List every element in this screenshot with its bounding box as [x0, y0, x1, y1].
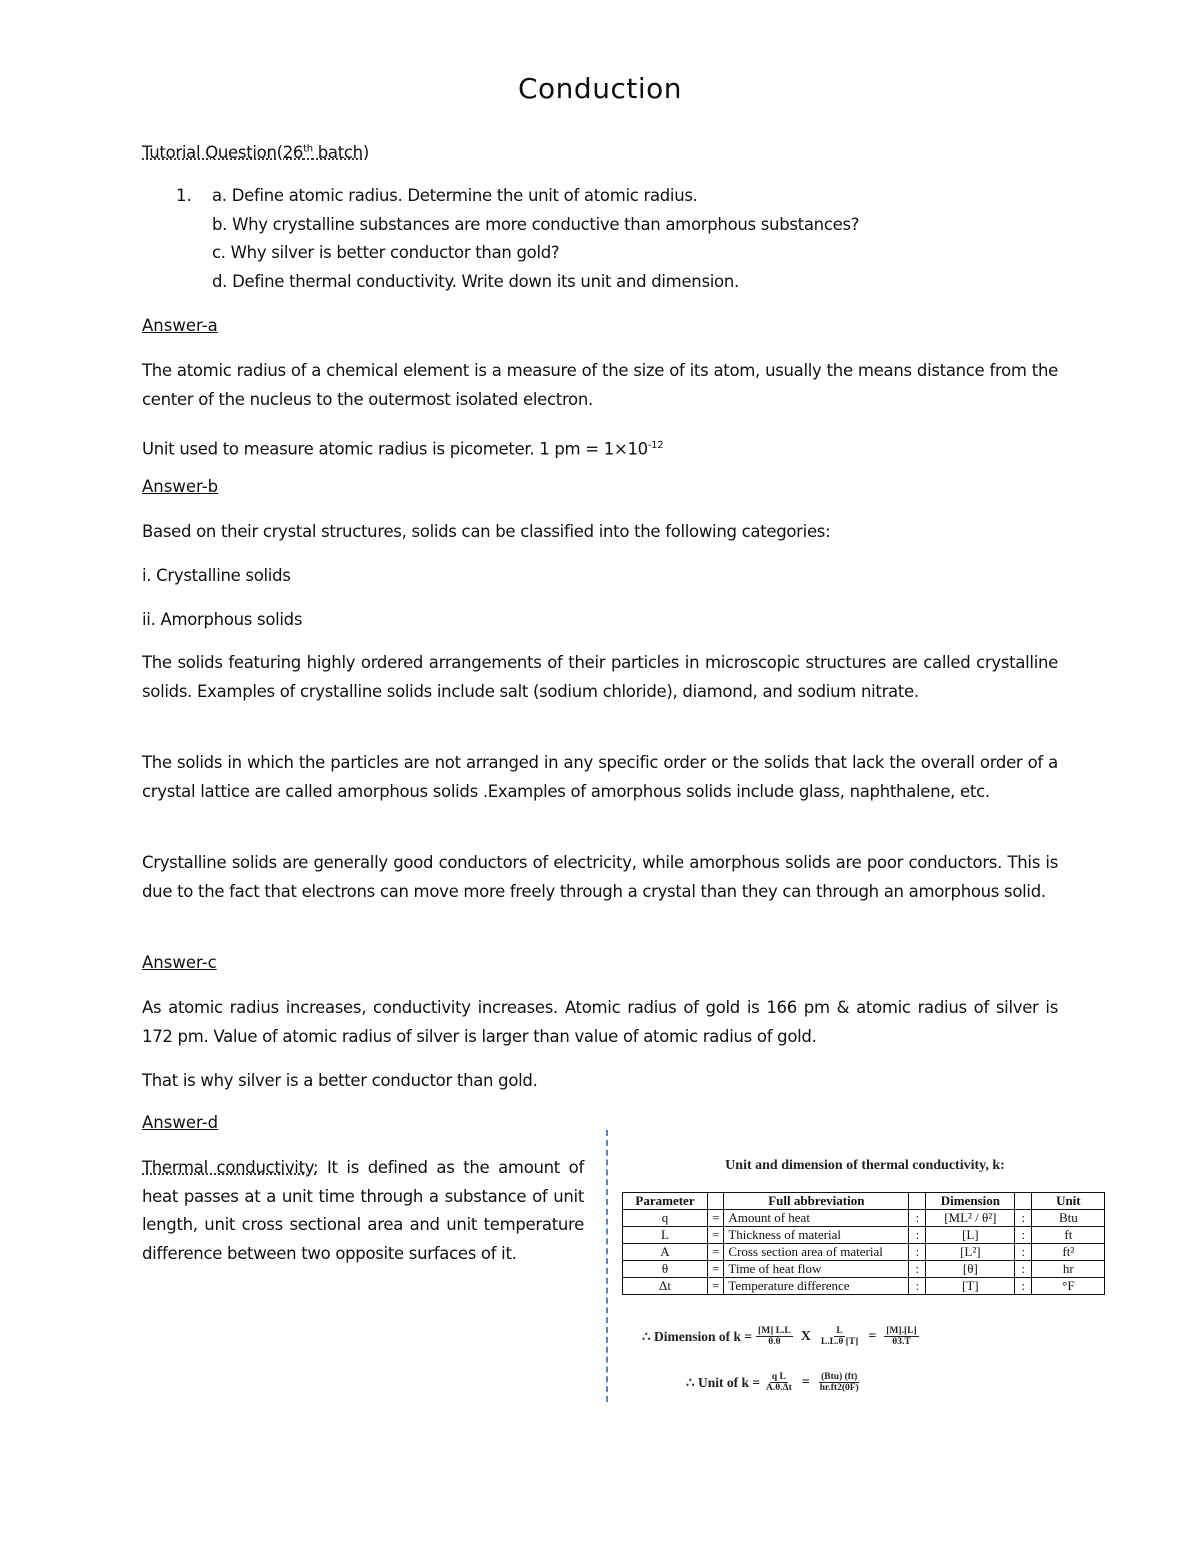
table-row — [623, 1278, 1105, 1295]
answer-a-paragraph-1: The atomic radius of a chemical element is a measure of the size of its atom, usually the means distance from the center of the nucleus to the outermost isolated electron. — [142, 361, 1058, 409]
fraction-denominator: θ.θ — [768, 1337, 781, 1347]
question-part-b: b. Why crystalline substances are more conductive than amorphous substances? — [212, 215, 860, 234]
subtitle-suffix: batch) — [312, 143, 369, 162]
question-number: 1. — [176, 186, 192, 205]
unit-formula — [686, 1372, 865, 1393]
dimension-fraction-1 — [756, 1326, 793, 1347]
answer-b-paragraph-4: The solids featuring highly ordered arrangements of their particles in microscopic structures are called crystalline solids. Examples of crystalline solids include salt (sodium chloride), diamond, and sodium nitrate. — [142, 653, 1058, 701]
question-part-d: d. Define thermal conductivity. Write down its unit and dimension. — [212, 272, 739, 291]
header-spacer — [708, 1193, 724, 1210]
cell-dimension: [θ] — [926, 1261, 1015, 1278]
unit-fraction-2 — [818, 1372, 861, 1393]
cell-colon: : — [909, 1278, 926, 1295]
fraction-denominator: θ3.T — [892, 1337, 911, 1347]
cell-colon: : — [1015, 1244, 1032, 1261]
column-divider — [606, 1130, 608, 1402]
answer-d-definition — [142, 1154, 584, 1268]
cell-equals: = — [708, 1261, 724, 1278]
fraction-numerator: [M].[L] — [886, 1326, 917, 1336]
cell-parameter: θ — [623, 1261, 708, 1278]
answer-a-paragraph-2 — [142, 432, 1058, 464]
cell-parameter: Δt — [623, 1278, 708, 1295]
answer-b-list-item-2: ii. Amorphous solids — [142, 610, 303, 629]
question-part-a: a. Define atomic radius. Determine the unit of atomic radius. — [212, 186, 698, 205]
equals-sign: = — [801, 1374, 810, 1390]
subtitle-prefix: Tutorial Question(26 — [142, 143, 304, 162]
answer-b-heading: Answer-b — [142, 477, 219, 496]
dimension-formula — [642, 1326, 923, 1347]
page-title: Conduction — [518, 72, 682, 105]
dimension-fraction-3 — [884, 1326, 918, 1347]
cell-parameter: A — [623, 1244, 708, 1261]
fraction-denominator: A.θ.Δt — [766, 1383, 792, 1393]
subtitle-sup: th — [303, 143, 313, 155]
tutorial-subtitle — [142, 143, 369, 162]
cell-unit: hr — [1032, 1261, 1105, 1278]
table-row — [623, 1244, 1105, 1261]
answer-c-paragraph-2: That is why silver is a better conductor than gold. — [142, 1071, 538, 1090]
header-dimension: Dimension — [926, 1193, 1015, 1210]
cell-colon: : — [1015, 1210, 1032, 1227]
cell-abbreviation: Time of heat flow — [724, 1261, 909, 1278]
fraction-denominator: L.L.θ [T] — [820, 1337, 859, 1347]
table-row — [623, 1210, 1105, 1227]
header-unit: Unit — [1032, 1193, 1105, 1210]
cell-colon: : — [1015, 1227, 1032, 1244]
answer-b-paragraph-5: The solids in which the particles are not arranged in any specific order or the solids that lack the overall order of a crystal lattice are called amorphous solids .Examples of amorphous solids include glass, naphthalene, etc. — [142, 753, 1058, 801]
fraction-denominator: hr.ft2(0F) — [819, 1383, 859, 1393]
answer-b-paragraph-1: Based on their crystal structures, solids can be classified into the following categories: — [142, 522, 831, 541]
table-row — [623, 1261, 1105, 1278]
cell-equals: = — [708, 1210, 724, 1227]
answer-b-list-item-1: i. Crystalline solids — [142, 566, 291, 585]
times-sign: X — [800, 1328, 811, 1344]
cell-unit: Btu — [1032, 1210, 1105, 1227]
header-spacer — [909, 1193, 926, 1210]
answer-c-paragraph-1: As atomic radius increases, conductivity increases. Atomic radius of gold is 166 pm & atomic radius of silver is 172 pm. Value of atomic radius of silver is larger than value of atomic radius of gold. — [142, 998, 1058, 1046]
cell-equals: = — [708, 1244, 724, 1261]
answer-d-heading: Answer-d — [142, 1113, 219, 1132]
cell-dimension: [ML² / θ²] — [926, 1210, 1015, 1227]
thermal-conductivity-term: Thermal conductivity: — [142, 1158, 319, 1177]
equals-sign: = — [868, 1328, 877, 1344]
cell-abbreviation: Thickness of material — [724, 1227, 909, 1244]
dimension-fraction-2 — [819, 1326, 860, 1347]
fraction-numerator: q L — [771, 1372, 786, 1382]
fraction-numerator: [M] L.L — [758, 1326, 791, 1336]
cell-colon: : — [909, 1210, 926, 1227]
question-part-c: c. Why silver is better conductor than gold? — [212, 243, 560, 262]
cell-equals: = — [708, 1278, 724, 1295]
dimension-label: ∴ Dimension of k = — [642, 1328, 753, 1344]
unit-fraction-1 — [764, 1372, 794, 1393]
cell-dimension: [T] — [926, 1278, 1015, 1295]
cell-unit: ft² — [1032, 1244, 1105, 1261]
header-spacer — [1015, 1193, 1032, 1210]
cell-dimension: [L²] — [926, 1244, 1015, 1261]
table-header-row — [623, 1193, 1105, 1210]
unit-text: Unit used to measure atomic radius is picometer. 1 pm = 1×10 — [142, 439, 648, 459]
cell-dimension: [L] — [926, 1227, 1015, 1244]
answer-a-heading: Answer-a — [142, 316, 218, 335]
cell-colon: : — [909, 1227, 926, 1244]
cell-colon: : — [909, 1261, 926, 1278]
dimension-table — [622, 1192, 1105, 1295]
unit-exponent: -12 — [647, 440, 664, 451]
definition-text: It is defined as the amount of heat passes at a unit time through a substance of unit length, unit cross sectional area and unit temperature difference between two opposite surfaces of it. — [142, 1158, 584, 1263]
figure-title: Unit and dimension of thermal conductivity, k: — [725, 1158, 1005, 1173]
cell-equals: = — [708, 1227, 724, 1244]
table-row — [623, 1227, 1105, 1244]
cell-colon: : — [1015, 1261, 1032, 1278]
cell-parameter: L — [623, 1227, 708, 1244]
cell-parameter: q — [623, 1210, 708, 1227]
fraction-numerator: L — [836, 1326, 843, 1336]
fraction-numerator: (Btu) (ft) — [821, 1372, 858, 1382]
header-parameter: Parameter — [623, 1193, 708, 1210]
cell-unit: °F — [1032, 1278, 1105, 1295]
cell-colon: : — [1015, 1278, 1032, 1295]
cell-unit: ft — [1032, 1227, 1105, 1244]
answer-b-paragraph-6: Crystalline solids are generally good conductors of electricity, while amorphous solids are poor conductors. This is due to the fact that electrons can move more freely through a crystal than they can through an amorphous solid. — [142, 853, 1058, 901]
cell-colon: : — [909, 1244, 926, 1261]
cell-abbreviation: Temperature difference — [724, 1278, 909, 1295]
answer-c-heading: Answer-c — [142, 953, 217, 972]
cell-abbreviation: Amount of heat — [724, 1210, 909, 1227]
unit-label: ∴ Unit of k = — [686, 1374, 761, 1390]
header-full-abbreviation: Full abbreviation — [724, 1193, 909, 1210]
cell-abbreviation: Cross section area of material — [724, 1244, 909, 1261]
